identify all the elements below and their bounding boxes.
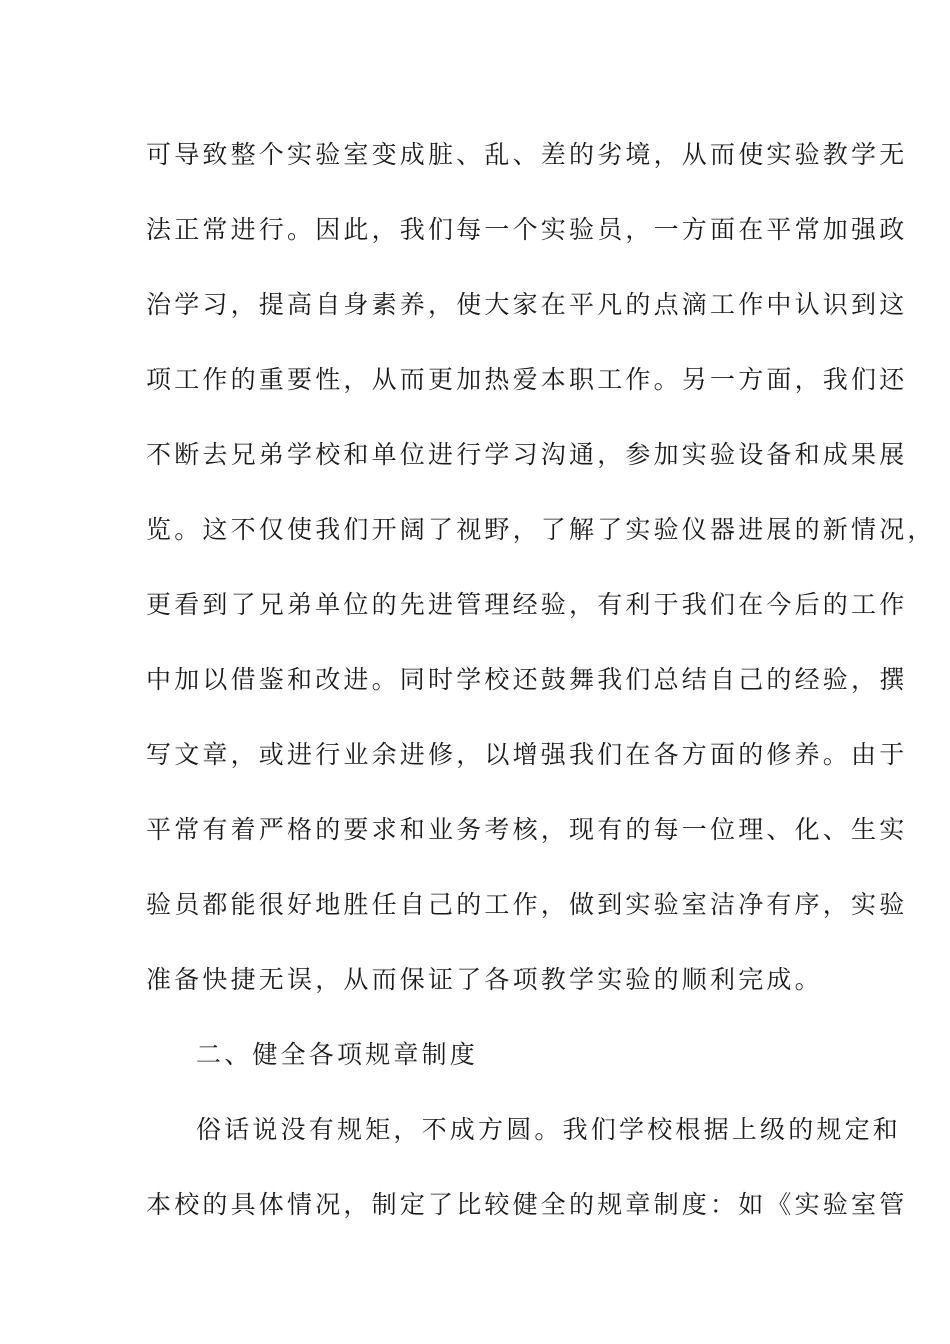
body-line: 不断去兄弟学校和单位进行学习沟通，参加实验设备和成果展 [146,440,908,469]
body-line: 项工作的重要性，从而更加热爱本职工作。另一方面，我们还 [146,365,908,394]
body-line: 中加以借鉴和改进。同时学校还鼓舞我们总结自己的经验，撰 [146,665,908,694]
body-line: 更看到了兄弟单位的先进管理经验，有利于我们在今后的工作 [146,590,908,619]
body-line: 法正常进行。因此，我们每一个实验员，一方面在平常加强政 [146,215,908,244]
body-line: 可导致整个实验室变成脏、乱、差的劣境，从而使实验教学无 [146,140,908,169]
section-heading: 二、健全各项规章制度 [196,1040,479,1069]
body-line: 准备快捷无误，从而保证了各项教学实验的顺利完成。 [146,965,823,994]
body-line: 验员都能很好地胜任自己的工作，做到实验室洁净有序，实验 [146,890,908,919]
body-line: 治学习，提高自身素养，使大家在平凡的点滴工作中认识到这 [146,290,908,319]
body-line: 写文章，或进行业余进修，以增强我们在各方面的修养。由于 [146,740,908,769]
body-line: 平常有着严格的要求和业务考核，现有的每一位理、化、生实 [146,815,908,844]
body-line: 览。这不仅使我们开阔了视野，了解了实验仪器进展的新情况， [146,515,936,544]
body-line: 本校的具体情况，制定了比较健全的规章制度：如《实验室管 [146,1190,908,1219]
document-body [146,132,936,1257]
paragraph-first-line: 俗话说没有规矩，不成方圆。我们学校根据上级的规定和 [196,1115,902,1144]
